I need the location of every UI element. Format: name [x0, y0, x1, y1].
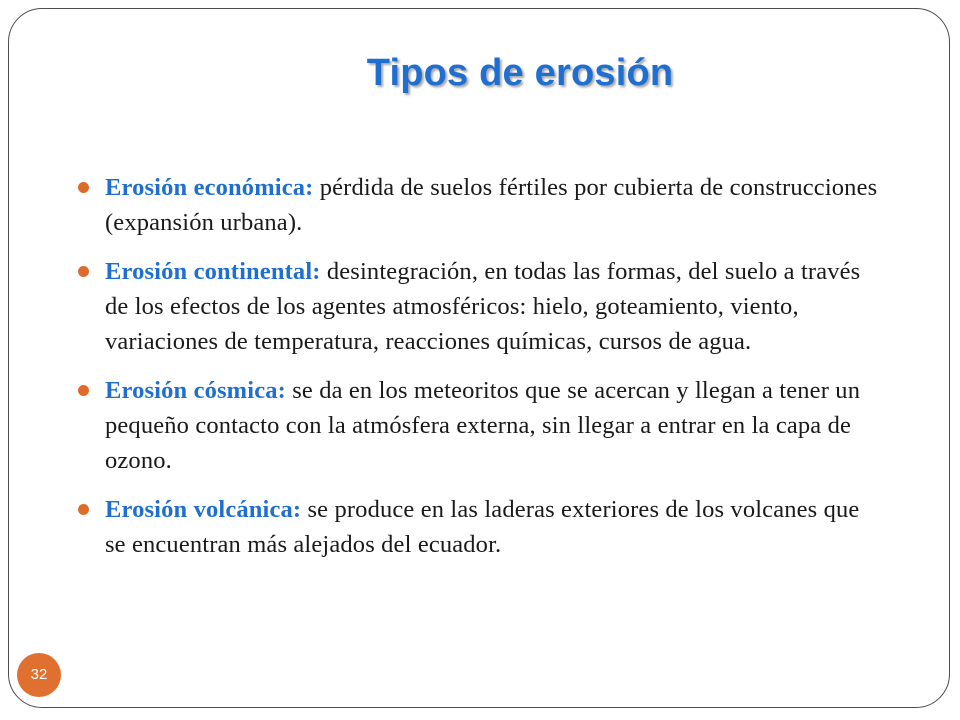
- bullet-dot-icon: [78, 504, 89, 515]
- bullet-item-cosmica: [78, 373, 878, 478]
- bullet-dot-icon: [78, 385, 89, 396]
- bullet-term: Erosión económica:: [105, 174, 314, 201]
- bullet-text: desintegración, en todas las formas, del suelo a través de los efectos de los agentes atmosféricos: hielo, goteamiento, viento, variaciones de temperatura, reacciones químicas, cursos de agua.: [105, 258, 861, 355]
- bullet-item-continental: [78, 254, 878, 359]
- bullet-term: Erosión continental:: [105, 258, 321, 285]
- bullet-item-economica: [78, 170, 878, 240]
- bullet-dot-icon: [78, 182, 89, 193]
- bullet-text: se produce en las laderas exteriores de los volcanes que se encuentran más alejados del ecuador.: [105, 496, 860, 558]
- bullet-text: se da en los meteoritos que se acercan y llegan a tener un pequeño contacto con la atmósfera externa, sin llegar a entrar en la capa de ozono.: [105, 377, 861, 474]
- bullet-term: Erosión volcánica:: [105, 496, 302, 523]
- bullet-dot-icon: [78, 266, 89, 277]
- bullet-term: Erosión cósmica:: [105, 377, 286, 404]
- bullet-list: [78, 170, 878, 576]
- page-number-badge: 32: [17, 653, 61, 697]
- bullet-item-volcanica: [78, 492, 878, 562]
- slide-title: Tipos de erosión: [366, 52, 674, 94]
- bullet-text: pérdida de suelos fértiles por cubierta de construcciones (expansión urbana).: [105, 174, 878, 236]
